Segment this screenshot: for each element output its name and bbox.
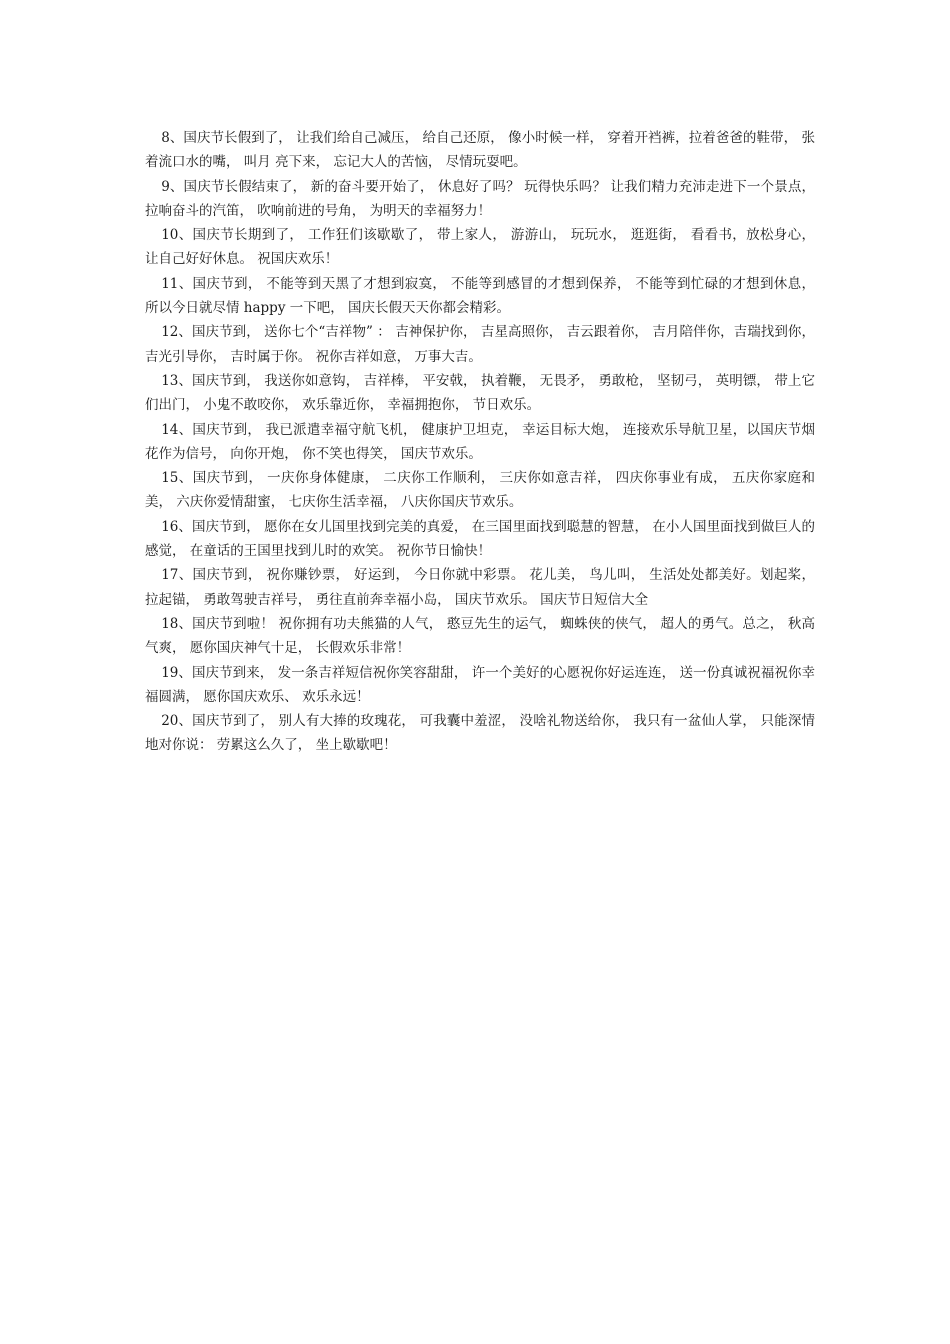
paragraph-13: 13、国庆节到， 我送你如意钩， 吉祥棒， 平安戟， 执着鞭， 无畏矛， 勇敢枪， 坚韧弓， 英明镖， 带上它们出门， 小鬼不敢咬你， 欢乐靠近你， 幸福拥抱你， 节日欢乐。 (145, 372, 815, 414)
paragraph-20: 20、国庆节到了， 别人有大捧的玫瑰花， 可我囊中羞涩， 没啥礼物送给你， 我只有一盆仙人掌， 只能深情地对你说： 劳累这么久了， 坐上歇歇吧！ (145, 713, 815, 754)
paragraph-18: 18、国庆节到啦！ 祝你拥有功夫熊猫的人气， 憨豆先生的运气， 蜘蛛侠的侠气， 超人的勇气。总之， 秋高气爽， 愿你国庆神气十足， 长假欢乐非常！ (145, 615, 815, 657)
paragraph-17: 17、国庆节到， 祝你赚钞票， 好运到， 今日你就中彩票。 花儿美， 鸟儿叫， 生活处处都美好。划起桨， 拉起锚， 勇敢驾驶吉祥号， 勇往直前奔幸福小岛， 国庆节欢乐。 国庆节日短信大全 (145, 567, 815, 608)
paragraph-19: 19、国庆节到来， 发一条吉祥短信祝你笑容甜甜， 许一个美好的心愿祝你好运连连， 送一份真诚祝福祝你幸福圆满， 愿你国庆欢乐、 欢乐永远！ (145, 664, 815, 705)
paragraph-15: 15、国庆节到， 一庆你身体健康， 二庆你工作顺利， 三庆你如意吉祥， 四庆你事业有成， 五庆你家庭和美， 六庆你爱情甜蜜， 七庆你生活幸福， 八庆你国庆节欢乐。 (145, 470, 815, 511)
document-body (145, 126, 815, 758)
paragraph-16: 16、国庆节到， 愿你在女儿国里找到完美的真爱， 在三国里面找到聪慧的智慧， 在小人国里面找到做巨人的感觉， 在童话的王国里找到儿时的欢笑。 祝你节日愉快！ (145, 518, 815, 560)
paragraph-11: 11、国庆节到， 不能等到天黑了才想到寂寞， 不能等到感冒的才想到保养， 不能等到忙碌的才想到休息， 所以今日就尽情 happy 一下吧， 国庆长假天天你都会精彩。 (145, 275, 815, 317)
paragraph-9: 9、国庆节长假结束了， 新的奋斗要开始了， 休息好了吗？ 玩得快乐吗？ 让我们精力充沛走进下一个景点， 拉响奋斗的汽笛， 吹响前进的号角， 为明天的幸福努力！ (145, 178, 815, 219)
paragraph-10: 10、国庆节长期到了， 工作狂们该歇歇了， 带上家人， 游游山， 玩玩水， 逛逛街， 看看书，放松身心， 让自己好好休息。 祝国庆欢乐！ (145, 227, 815, 268)
paragraph-14: 14、国庆节到， 我已派遣幸福守航飞机， 健康护卫坦克， 幸运目标大炮， 连接欢乐导航卫星，以国庆节烟花作为信号， 向你开炮， 你不笑也得笑， 国庆节欢乐。 (145, 421, 815, 462)
paragraph-12: 12、国庆节到， 送你七个“吉祥物” ： 吉神保护你， 吉星高照你， 吉云跟着你， 吉月陪伴你，吉瑞找到你， 吉光引导你， 吉时属于你。 祝你吉祥如意， 万事大吉。 (145, 324, 815, 365)
paragraph-8: 8、国庆节长假到了， 让我们给自己减压， 给自己还原， 像小时候一样， 穿着开裆裤，拉着爸爸的鞋带， 张着流口水的嘴， 叫月 亮下来， 忘记大人的苦恼， 尽情玩耍吧。 (145, 130, 815, 171)
